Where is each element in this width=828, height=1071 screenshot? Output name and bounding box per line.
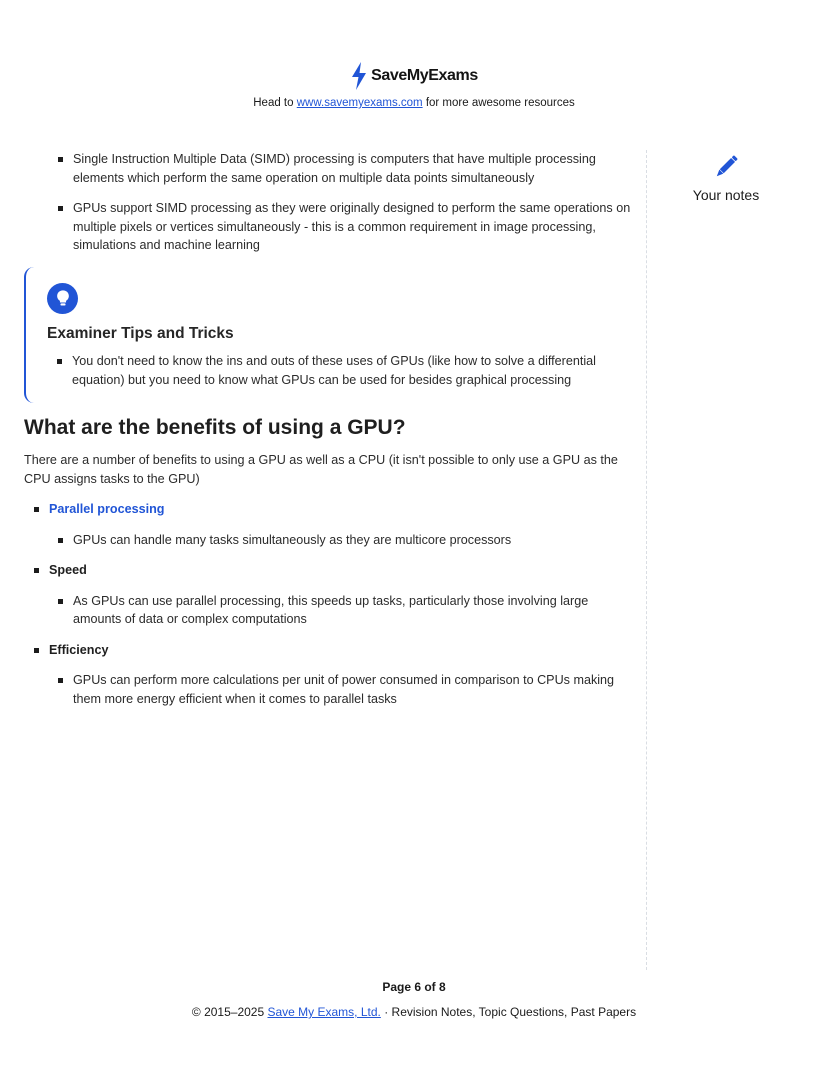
benefit-title-link[interactable]: Parallel processing — [49, 502, 165, 516]
list-item: As GPUs can use parallel processing, this speeds up tasks, particularly those involving large amounts of data or complex computations — [73, 592, 636, 629]
notes-panel — [676, 152, 776, 203]
pencil-icon — [711, 152, 741, 182]
notes-divider — [646, 150, 647, 970]
tip-title: Examiner Tips and Tricks — [47, 324, 234, 342]
benefit-item — [49, 641, 636, 709]
examiner-tip-box — [24, 267, 636, 404]
header-tagline: Head to www.savemyexams.com for more awesome resources — [253, 97, 575, 109]
list-item: You don't need to know the ins and outs of these uses of GPUs (like how to solve a differential equation) but you need to know what GPUs can be used for besides graphical processing — [72, 352, 626, 389]
simd-list — [73, 150, 636, 255]
benefit-title: Speed — [49, 563, 87, 577]
benefit-detail-list — [73, 592, 636, 629]
tip-badge — [47, 283, 78, 314]
list-item: Single Instruction Multiple Data (SIMD) processing is computers that have multiple processing elements which perform the same operation on multiple data points simultaneously — [73, 150, 636, 187]
brand-name: SaveMyExams — [371, 67, 478, 84]
section-intro: There are a number of benefits to using a GPU as well as a CPU (it isn't possible to only use a GPU as the CPU assigns tasks to the GPU) — [24, 453, 618, 486]
benefit-item — [49, 561, 636, 629]
company-link[interactable]: Save My Exams, Ltd. — [267, 1005, 381, 1019]
benefit-detail-list — [73, 531, 636, 550]
notes-label: Your notes — [692, 187, 760, 203]
benefits-list — [49, 500, 636, 708]
list-item: GPUs can perform more calculations per unit of power consumed in comparison to CPUs making them more energy efficient when it comes to parallel tasks — [73, 671, 636, 708]
main-content — [24, 150, 636, 720]
list-item: GPUs can handle many tasks simultaneously as they are multicore processors — [73, 531, 636, 550]
page-header — [0, 62, 828, 109]
lightning-bolt-icon — [350, 62, 368, 90]
page-number: Page 6 of 8 — [382, 980, 446, 994]
lightbulb-icon — [54, 289, 72, 307]
site-link[interactable]: www.savemyexams.com — [296, 97, 423, 109]
brand-logo[interactable] — [350, 62, 478, 90]
section-heading: What are the benefits of using a GPU? — [24, 416, 406, 439]
list-item: GPUs support SIMD processing as they were originally designed to perform the same operations on multiple pixels or vertices simultaneously - this is a common requirement in image processing, simulations and machine learning — [73, 199, 636, 255]
benefit-item — [49, 500, 636, 549]
tip-list — [72, 352, 626, 389]
benefit-detail-list — [73, 671, 636, 708]
benefit-title: Efficiency — [49, 642, 109, 657]
copyright-line: © 2015–2025 Save My Exams, Ltd. · Revision Notes, Topic Questions, Past Papers — [191, 1005, 637, 1019]
